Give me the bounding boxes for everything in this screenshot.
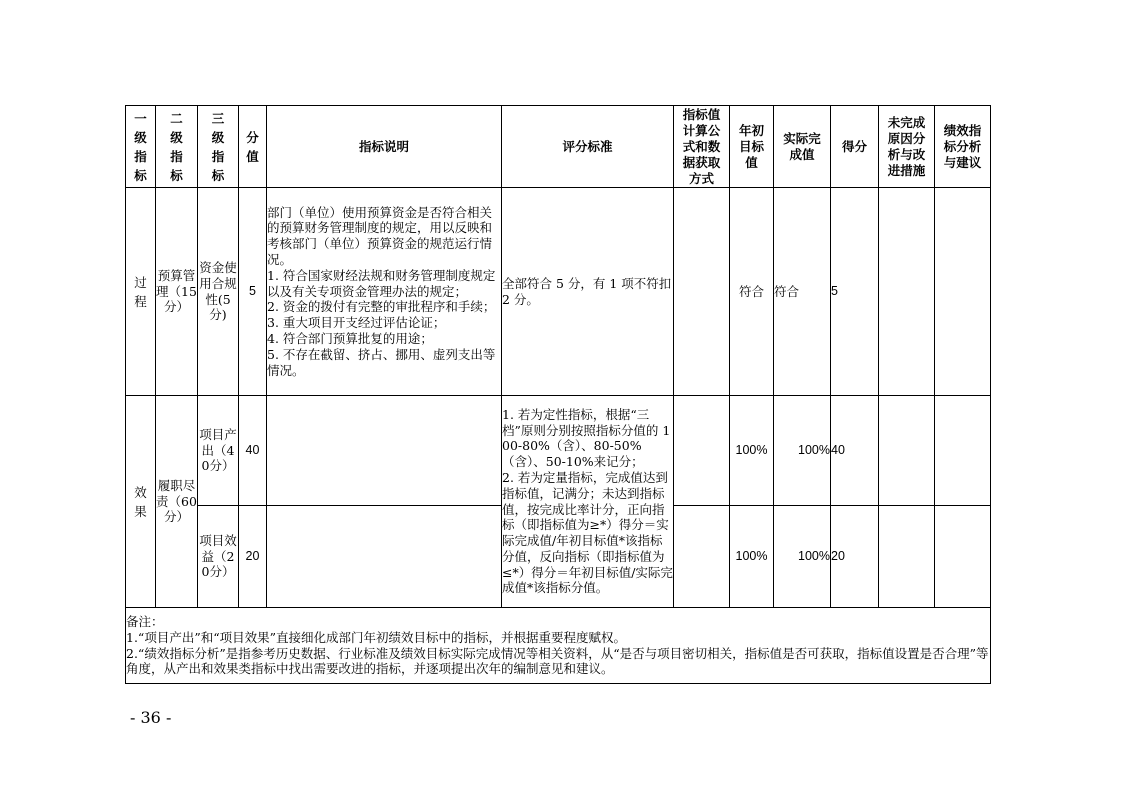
output-target-cell [730,396,774,506]
header-actual-label: 实际完成值 [783,130,821,162]
process-target: 符合 [738,283,764,299]
benefit-score-cell [831,506,879,608]
benefit-actual-cell [774,506,831,608]
process-actual-cell [774,188,831,396]
process-analysis-cell [935,188,991,396]
process-level2: 预算管理（15分） [156,267,197,315]
benefit-target-cell [730,506,774,608]
process-level2-cell [156,188,198,396]
process-score-cell [831,188,879,396]
header-level2-label: 二级指标 [170,110,183,183]
table-header-row [126,106,991,188]
header-actual [774,106,831,188]
benefit-formula-cell [674,506,730,608]
header-level2 [156,106,198,188]
header-reason [879,106,935,188]
notes-item: 2.“绩效指标分析”是指参考历史数据、行业标准及绩效目标实际完成情况等相关资料，从“是否与项目密切相关，指标值是否可获取，指标值设置是否合理”等角度，从产出和效果类指标中找出需要改进的指标，并逐项提出次年的编制意见和建议。 [126,645,989,677]
output-analysis-cell [935,396,991,506]
header-description-label: 指标说明 [358,138,409,154]
table-row-effect-output [126,396,991,506]
effect-level2-cell [156,396,198,608]
benefit-level3-cell [198,506,239,608]
process-target-cell [730,188,774,396]
benefit-reason-cell [879,506,935,608]
output-description-cell [267,396,502,506]
page-number: - 36 - [130,708,172,727]
process-actual: 符合 [774,283,800,299]
process-value: 5 [249,283,256,298]
benefit-description-cell [267,506,502,608]
header-criteria [502,106,674,188]
output-actual-cell [774,396,831,506]
header-formula-label: 指标值计算公式和数据获取方式 [682,106,721,186]
header-level3-label: 三级指标 [211,110,225,183]
output-level3-cell [198,396,239,506]
benefit-value: 20 [245,548,260,563]
output-value: 40 [245,442,260,457]
header-score [831,106,879,188]
notes-item: 1.“项目产出”和“项目效果”直接细化成部门年初绩效目标中的指标，并根据重要程度赋权。 [126,629,626,645]
output-level3: 项目产出（40分） [199,426,237,474]
benefit-actual: 100% [798,548,830,563]
header-target-label: 年初目标值 [738,122,764,170]
effect-level2: 履职尽责（60分） [156,477,197,525]
benefit-analysis-cell [935,506,991,608]
header-score-value-label: 分值 [246,129,259,164]
header-level3 [198,106,239,188]
effect-criteria-item: 1. 若为定性指标，根据“三档”原则分别按照指标分值的 100-80%（含）、80-50%（含）、50-10%来记分； [502,406,671,470]
header-target [730,106,774,188]
output-target: 100% [735,442,768,457]
benefit-value-cell [239,506,267,608]
effect-level1: 效果 [134,484,147,519]
process-criteria: 全部符合 5 分，有 1 项不符扣 2 分。 [502,275,672,307]
process-criteria-cell [502,188,674,396]
process-description-item: 4. 符合部门预算批复的用途； [267,330,433,346]
header-analysis-label: 绩效指标分析与建议 [943,122,982,170]
header-description [267,106,502,188]
header-level1 [126,106,156,188]
table-row-notes [126,608,991,684]
header-score-value [239,106,267,188]
output-score-cell [831,396,879,506]
output-reason-cell [879,396,935,506]
notes-cell [126,608,991,684]
header-level1-label: 一级指标 [134,110,147,183]
output-score: 40 [831,442,845,457]
process-score: 5 [831,283,838,298]
effect-level1-cell [126,396,156,608]
effect-criteria-item: 2. 若为定量指标，完成值达到指标值，记满分；未达到指标值，按完成比率计分，正向指标（即指标值为≥*）得分＝实际完成值/年初目标值*该指标分值，反向指标（即指标值为≤*）得分＝年初目标值/实际完成值*该指标分值。 [502,469,673,596]
process-value-cell [239,188,267,396]
process-description-item: 5. 不存在截留、挤占、挪用、虚列支出等情况。 [267,346,496,378]
process-description-cell [267,188,502,396]
output-actual: 100% [798,442,830,457]
process-description-item: 3. 重大项目开支经过评估论证； [267,315,446,331]
output-formula-cell [674,396,730,506]
benefit-score: 20 [831,548,845,563]
process-description-item: 1. 符合国家财经法规和财务管理制度规定以及有关专项资金管理办法的规定； [267,267,496,299]
table-row-process [126,188,991,396]
process-reason-cell [879,188,935,396]
header-reason-label: 未完成原因分析与改进措施 [887,114,926,178]
process-level3-cell [198,188,239,396]
process-description-item: 2. 资金的拨付有完整的审批程序和手续； [267,299,496,315]
header-formula [674,106,730,188]
header-criteria-label: 评分标准 [562,138,613,154]
process-formula-cell [674,188,730,396]
header-analysis [935,106,991,188]
process-description-intro: 部门（单位）使用预算资金是否符合相关的预算财务管理制度的规定，用以反映和考核部门（单位）预算资金的规范运行情况。 [267,204,493,267]
process-level1: 过程 [134,274,147,309]
process-level3: 资金使用合规性(5分) [199,259,237,323]
notes-title: 备注： [126,613,164,629]
performance-indicator-table [125,105,991,684]
effect-criteria-cell [502,396,674,608]
process-level1-cell [126,188,156,396]
header-score-label: 得分 [841,138,867,154]
benefit-level3: 项目效益（20分） [199,532,237,580]
output-value-cell [239,396,267,506]
benefit-target: 100% [735,548,768,563]
